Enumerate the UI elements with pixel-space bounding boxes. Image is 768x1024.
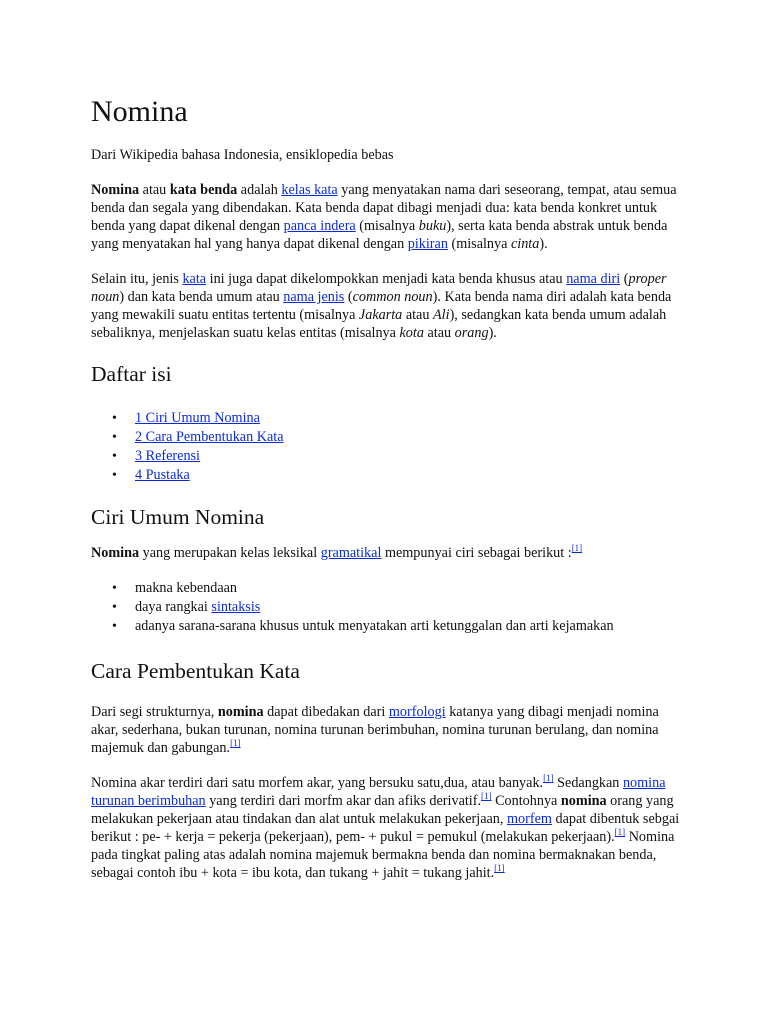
toc-list (91, 409, 681, 485)
reference-link[interactable]: [1] (543, 773, 554, 783)
toc-link-cara-pembentukan[interactable]: 2 Cara Pembentukan Kata (135, 429, 284, 445)
toc-link-pustaka[interactable]: 4 Pustaka (135, 467, 190, 483)
reference-link[interactable]: [1] (614, 827, 626, 837)
section-heading-cara-pembentukan: Cara Pembentukan Kata (91, 659, 300, 683)
article-body (91, 95, 681, 882)
link-panca-indera[interactable]: panca indera (283, 218, 356, 234)
section-heading-ciri-umum: Ciri Umum Nomina (91, 505, 265, 529)
link-morfem[interactable]: morfem (507, 811, 552, 827)
link-pikiran[interactable]: pikiran (407, 236, 448, 252)
list-item: • makna kebendaan (135, 579, 681, 598)
link-nama-diri[interactable]: nama diri (566, 271, 621, 287)
link-nama-jenis[interactable]: nama jenis (283, 289, 345, 305)
bold-term: Nomina (91, 545, 140, 561)
link-kata[interactable]: kata (182, 271, 207, 287)
link-morfologi[interactable]: morfologi (388, 704, 446, 720)
ciri-list (91, 579, 681, 636)
link-kelas-kata[interactable]: kelas kata (281, 182, 338, 198)
list-item: • adanya sarana-sarana khusus untuk menyatakan arti ketunggalan dan arti kejamakan (135, 617, 681, 636)
intro-paragraph-2: Selain itu, jenis kata ini juga dapat dikelompokkan menjadi kata benda khusus atau nama diri (proper noun) dan kata benda umum atau nama jenis (common noun). Kata benda nama diri adalah kata benda yang mewakili suatu entitas tertentu (misalnya Jakarta atau Ali), sedangkan kata benda umum adalah sebaliknya, menjelaskan suatu kelas entitas (misalnya kota atau orang). (91, 271, 672, 341)
toc-item (135, 466, 681, 485)
bold-term: Nomina (91, 182, 140, 198)
toc-link-referensi[interactable]: 3 Referensi (135, 448, 201, 464)
toc-item (135, 447, 681, 466)
reference-link[interactable]: [1] (481, 791, 492, 801)
list-item: • daya rangkai sintaksis (135, 598, 681, 617)
link-gramatikal[interactable]: gramatikal (320, 545, 382, 561)
reference-link[interactable]: [1] (494, 863, 505, 873)
link-nomina-turunan-berimbuhan[interactable]: nomina turunan berimbuhan (91, 775, 666, 809)
reference-link[interactable]: [1] (571, 543, 583, 553)
intro-paragraph-1: Nomina atau kata benda adalah kelas kata yang menyatakan nama dari seseorang, tempat, atau semua benda dan segala yang dibendakan. Kata benda dapat dibagi menjadi dua: kata benda konkret untuk benda yang dapat dikenal dengan panca indera (misalnya buku), serta kata benda abstrak untuk benda yang menyatakan hal yang hanya dapat dikenal dengan pikiran (misalnya cinta). (91, 182, 677, 252)
toc-heading: Daftar isi (91, 362, 172, 386)
section2-paragraph-1: Dari segi strukturnya, nomina dapat dibedakan dari morfologi katanya yang dibagi menjadi nomina akar, sederhana, bukan turunan, nomina turunan berimbuhan, nomina turunan berulang, dan nomina majemuk dan gabungan.[1] (91, 704, 659, 756)
reference-link[interactable]: [1] (230, 738, 241, 748)
toc-link-ciri-umum[interactable]: 1 Ciri Umum Nomina (135, 410, 260, 426)
section1-paragraph: Nomina yang merupakan kelas leksikal gramatikal mempunyai ciri sebagai berikut :[1] (91, 543, 583, 561)
section2-paragraph-2: Nomina akar terdiri dari satu morfem akar, yang bersuku satu,dua, atau banyak.[1] Sedangkan nomina turunan berimbuhan yang terdiri dari morfm akar dan afiks derivatif.[1] Contohnya nomina orang yang melakukan pekerjaan atau tindakan dan alat untuk melakukan pekerjaan, morfem dapat dibentuk sebgai berikut : pe- + kerja = pekerja (pekerjaan), pem- + pukul = pemukul (melakukan pekerjaan).[1] Nomina pada tingkat paling atas adalah nomina majemuk bermakna benda dan nomina bermaknakan benda, sebagai contoh ibu + kota = ibu kota, dan tukang + jahit = tukang jahit.[1] (91, 773, 680, 881)
toc-item (135, 428, 681, 447)
bold-term: nomina (560, 793, 607, 809)
bold-term: kata benda (169, 182, 238, 198)
toc-item (135, 409, 681, 428)
page-subtitle: Dari Wikipedia bahasa Indonesia, ensiklopedia bebas (91, 147, 394, 163)
page-title: Nomina (91, 95, 188, 128)
bold-term: nomina (217, 704, 264, 720)
link-sintaksis[interactable]: sintaksis (211, 599, 261, 615)
